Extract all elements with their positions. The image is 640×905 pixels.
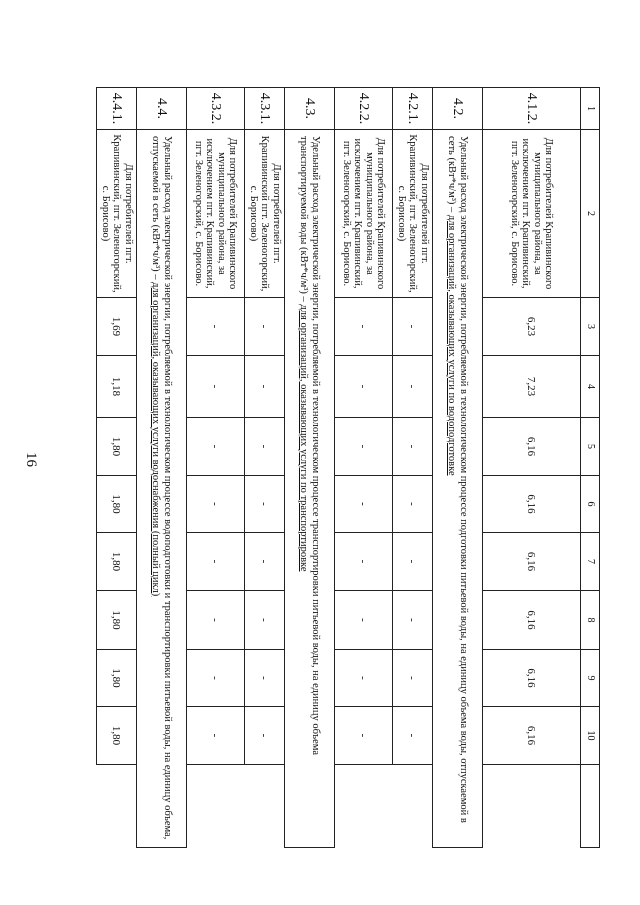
header-cell — [581, 765, 600, 848]
value-cell: - — [335, 356, 393, 418]
value-cell: 1,69 — [97, 298, 137, 356]
value-cell: 1,18 — [97, 356, 137, 418]
consumer-name: Для потребителей Крапивинского муниципального района, за исключением пгт. Крапивинский, пгт. Зеленогорский, с. Борисово. — [187, 130, 245, 298]
header-cell: 4 — [581, 356, 600, 418]
value-cell: 6,16 — [483, 476, 581, 533]
section-underlined-text: для организаций, оказывающих услуги по транспортировке — [298, 304, 310, 572]
value-cell: - — [245, 298, 285, 356]
indicator-table — [96, 87, 600, 848]
value-cell: - — [335, 418, 393, 476]
table-row — [483, 88, 581, 848]
section-title — [137, 130, 187, 848]
value-cell: - — [335, 591, 393, 650]
value-cell: 6,16 — [483, 650, 581, 707]
table-row — [393, 88, 433, 848]
header-cell: 3 — [581, 298, 600, 356]
value-cell: - — [393, 356, 433, 418]
row-number: 4.4.1. — [97, 88, 137, 130]
row-number: 4.3.2. — [187, 88, 245, 130]
section-row — [285, 88, 335, 848]
value-cell: 7,23 — [483, 356, 581, 418]
value-cell: - — [335, 476, 393, 533]
value-cell: 6,16 — [483, 418, 581, 476]
value-cell: - — [245, 356, 285, 418]
value-cell: - — [335, 298, 393, 356]
section-text: Удельный расход электрической энергии, потребляемой в технологическом процессе транспортировки питьевой воды, на единицу объема транспортируемой воды (кВт*ч/м³) – — [298, 136, 322, 755]
value-cell: - — [245, 533, 285, 591]
section-row — [137, 88, 187, 848]
value-cell: 1,80 — [97, 418, 137, 476]
section-underlined-text: для организаций, оказывающих услуги водоснабжения (полный цикл) — [150, 282, 162, 597]
header-cell: 8 — [581, 591, 600, 650]
consumer-name: Для потребителей пгт. Крапивинский, пгт. Зеленогорский, с. Борисово) — [393, 130, 433, 298]
value-cell: - — [335, 707, 393, 765]
value-cell: - — [187, 356, 245, 418]
table-row — [245, 88, 285, 848]
value-cell: - — [245, 418, 285, 476]
value-cell: - — [187, 707, 245, 765]
consumer-name: Для потребителей Крапивинского муниципального района, за исключением пгт. Крапивинский, пгт. Зеленогорский, с. Борисово. — [335, 130, 393, 298]
row-number: 4.1.2. — [483, 88, 581, 130]
header-cell: 2 — [581, 130, 600, 298]
value-cell: - — [335, 650, 393, 707]
rotated-table-container — [80, 87, 600, 847]
value-cell: 1,80 — [97, 476, 137, 533]
value-cell: 1,80 — [97, 707, 137, 765]
section-title — [285, 130, 335, 848]
header-cell: 6 — [581, 476, 600, 533]
value-cell: - — [187, 650, 245, 707]
value-cell: - — [393, 707, 433, 765]
header-cell: 7 — [581, 533, 600, 591]
header-cell: 1 — [581, 88, 600, 130]
value-cell: - — [393, 591, 433, 650]
value-cell: - — [393, 418, 433, 476]
table-row — [187, 88, 245, 848]
value-cell: - — [245, 476, 285, 533]
section-title — [433, 130, 483, 848]
consumer-name: Для потребителей пгт. Крапивинский, пгт. Зеленогорский, с. Борисово) — [97, 130, 137, 298]
value-cell: - — [187, 418, 245, 476]
value-cell: 6,16 — [483, 707, 581, 765]
value-cell: - — [335, 533, 393, 591]
value-cell: - — [187, 476, 245, 533]
section-row — [433, 88, 483, 848]
section-text: Удельный расход электрической энергии, потребляемой в технологическом процессе подготовки питьевой воды, на единицу объема воды, отпускаемой в сеть (кВт*ч/м³) – — [446, 136, 470, 823]
header-row — [581, 88, 600, 848]
value-cell: - — [393, 650, 433, 707]
value-cell: - — [245, 707, 285, 765]
row-number: 4.2.2. — [335, 88, 393, 130]
value-cell: - — [245, 650, 285, 707]
header-cell: 5 — [581, 418, 600, 476]
value-cell: - — [187, 591, 245, 650]
value-cell: 1,80 — [97, 591, 137, 650]
row-number: 4.4. — [137, 88, 187, 130]
table-row — [335, 88, 393, 848]
value-cell: - — [393, 533, 433, 591]
value-cell: 1,80 — [97, 533, 137, 591]
page-number: 16 — [23, 452, 39, 467]
row-number: 4.2.1. — [393, 88, 433, 130]
value-cell: - — [245, 591, 285, 650]
row-number: 4.3.1. — [245, 88, 285, 130]
header-cell: 10 — [581, 707, 600, 765]
value-cell: 6,16 — [483, 591, 581, 650]
value-cell: - — [187, 533, 245, 591]
value-cell: - — [393, 476, 433, 533]
value-cell: 1,80 — [97, 650, 137, 707]
consumer-name: Для потребителей Крапивинского муниципального района, за исключением пгт. Крапивинский, пгт. Зеленогорский, с. Борисово. — [483, 130, 581, 298]
row-number: 4.2. — [433, 88, 483, 130]
section-text: Удельный расход электрической энергии, потребляемой в технологическом процессе водоподготовки и транспортировки питьевой воды, на единицу объема, отпускаемой в сеть (кВт*ч/м³) – — [150, 136, 174, 840]
value-cell: - — [187, 298, 245, 356]
table-row — [97, 88, 137, 848]
row-number: 4.3. — [285, 88, 335, 130]
value-cell: 6,23 — [483, 298, 581, 356]
section-underlined-text: для организаций, оказывающих услуги по водоподготовке — [446, 214, 458, 476]
consumer-name: Для потребителей пгт. Крапивинский пгт. Зеленогорский, с. Борисово) — [245, 130, 285, 298]
header-cell: 9 — [581, 650, 600, 707]
value-cell: - — [393, 298, 433, 356]
value-cell: 6,16 — [483, 533, 581, 591]
